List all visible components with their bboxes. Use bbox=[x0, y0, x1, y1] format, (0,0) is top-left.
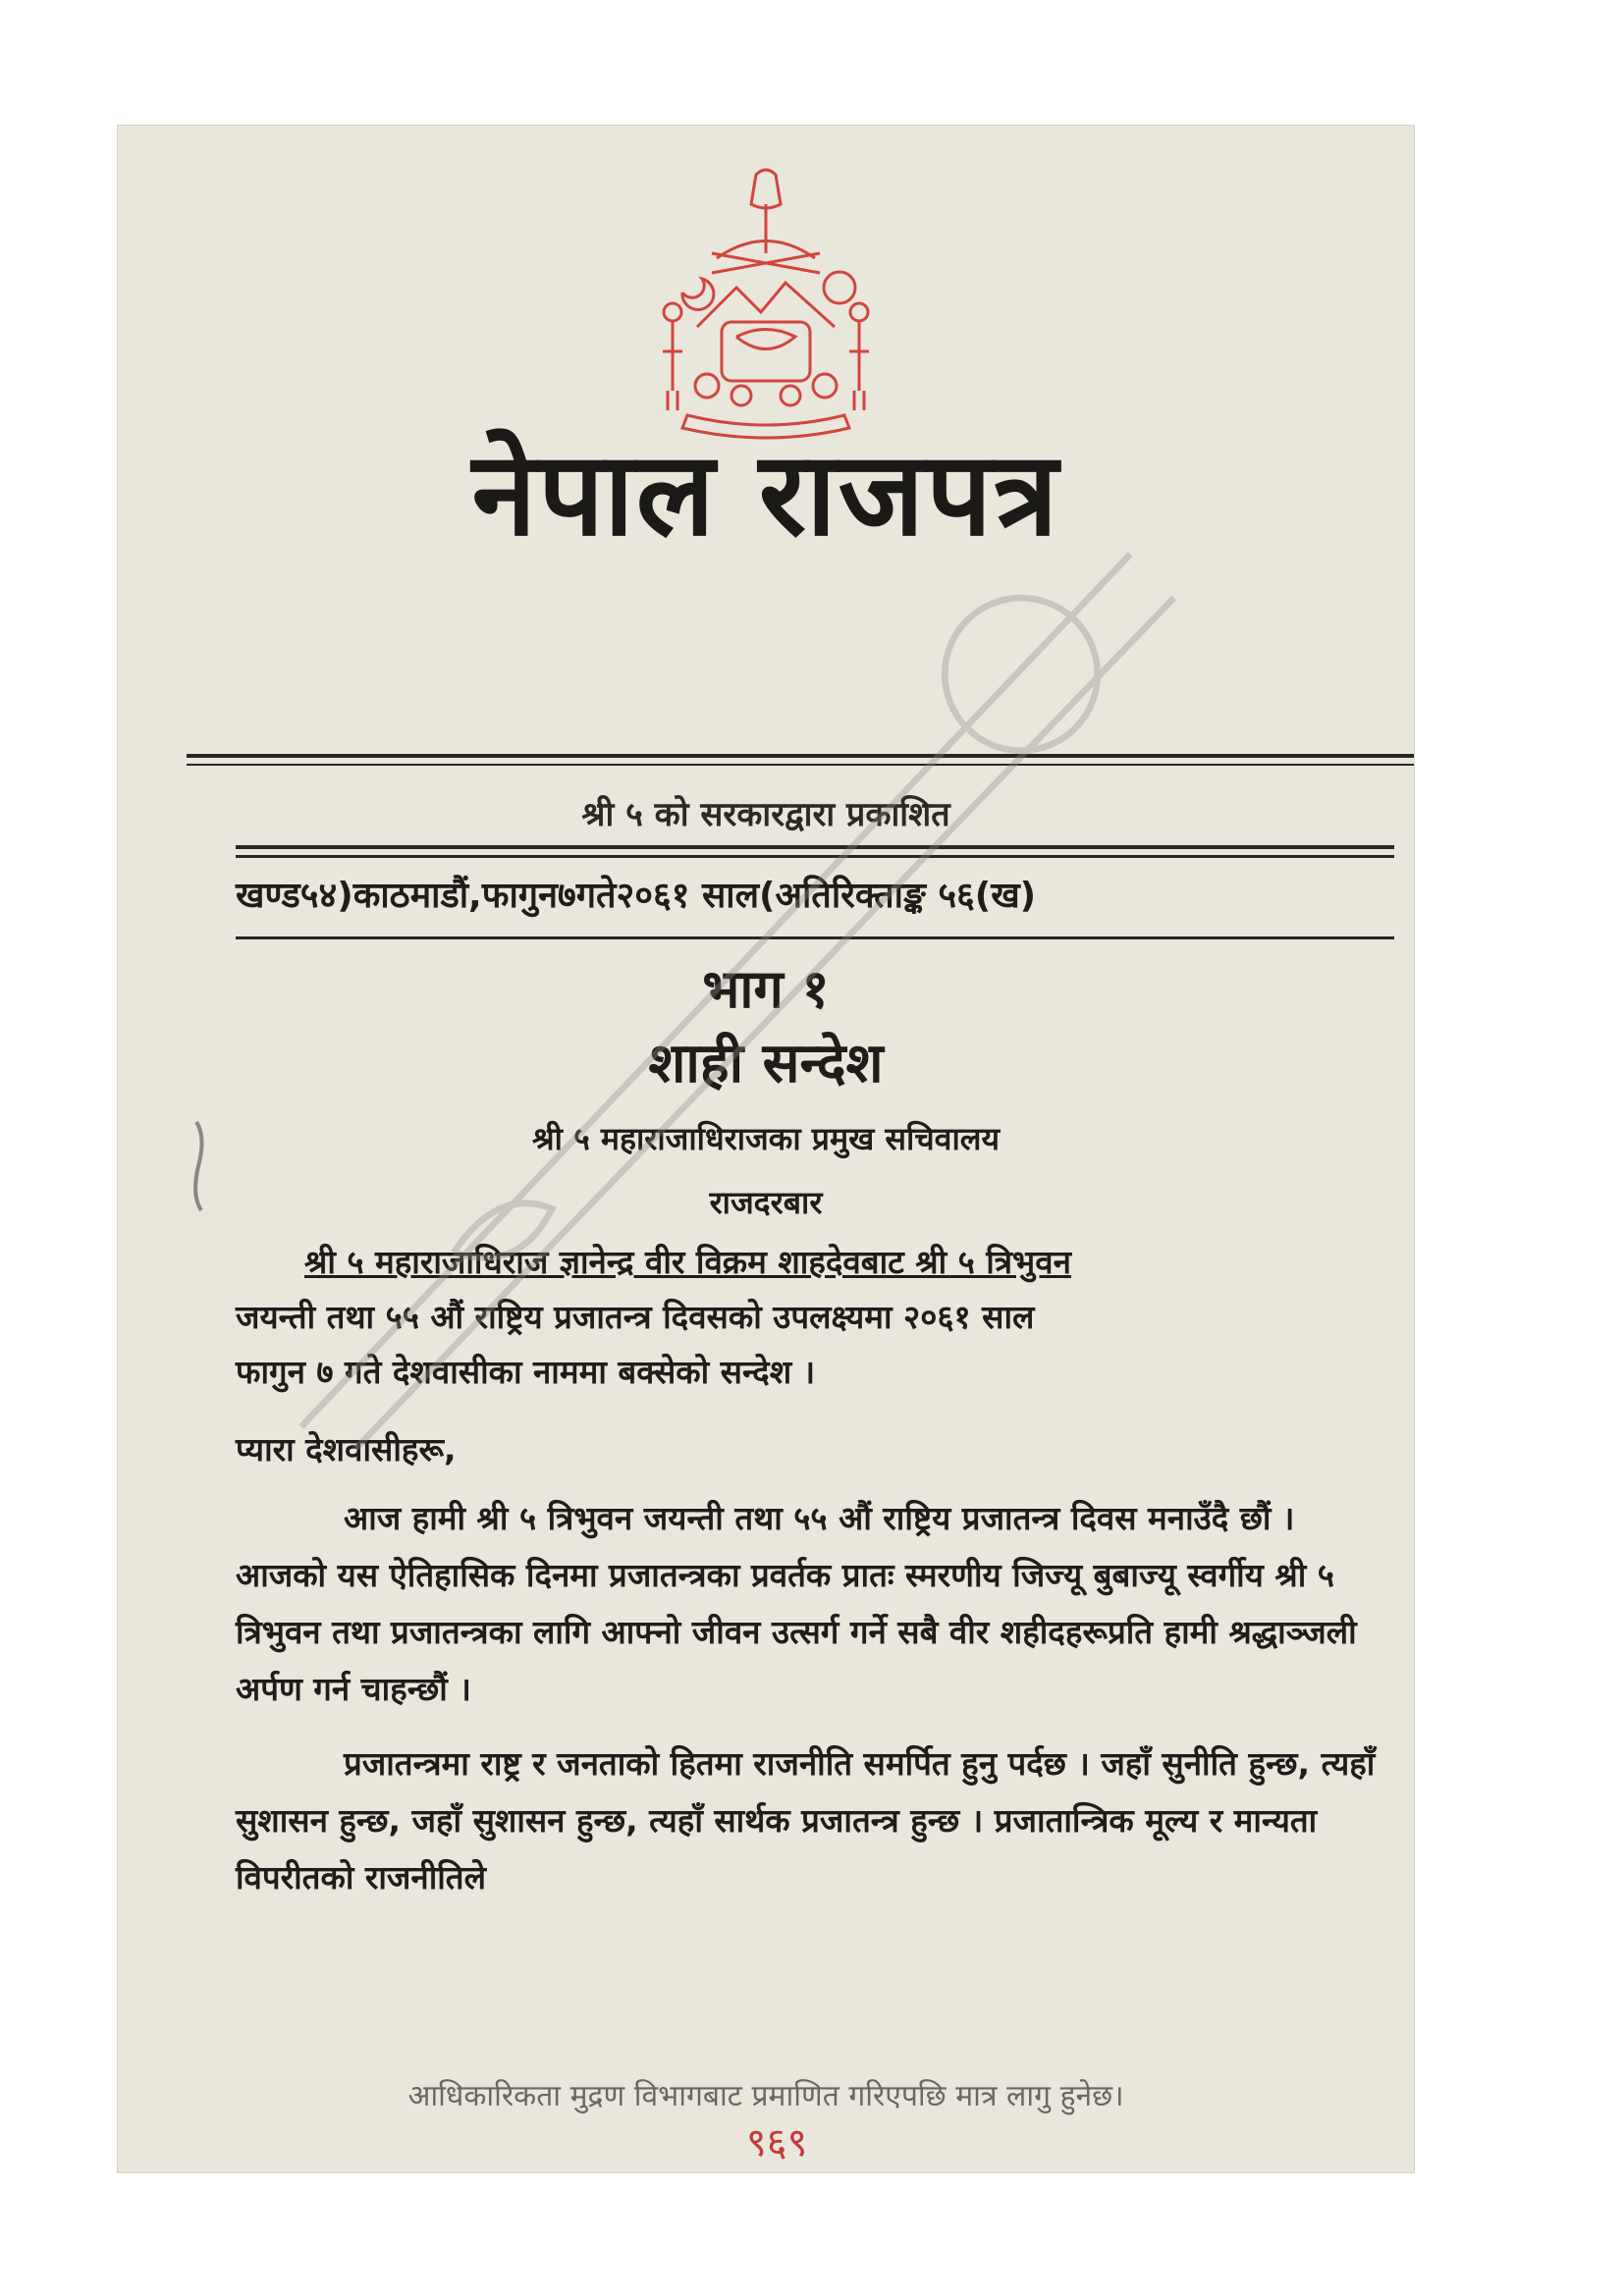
gazette-page bbox=[118, 126, 1414, 2172]
body-paragraph: प्रजातन्त्रमा राष्ट्र र जनताको हितमा राजनीति समर्पित हुनु पर्दछ । जहाँ सुनीति हुन्छ, त्यहाँ सुशासन हुन्छ, जहाँ सुशासन हुन्छ, त्यहाँ सार्थक प्रजातन्त्र हुन्छ । प्रजातान्त्रिक मूल्य र मान्यता विपरीतको राजनीतिले bbox=[236, 1744, 1376, 1896]
masthead-title: नेपाल राजपत्र bbox=[471, 425, 1060, 561]
part-heading: भाग १ bbox=[702, 958, 830, 1020]
issue-line: खण्ड५४)काठमाडौं,फागुन७गते२०६१ साल(अतिरिक्ताङ्क ५६(ख) bbox=[236, 876, 1037, 916]
staple-icon bbox=[177, 1117, 216, 1215]
intro-line: श्री ५ महाराजाधिराज ज्ञानेन्द्र वीर विक्रम शाहदेवबाट श्री ५ त्रिभुवन bbox=[304, 1243, 1071, 1281]
handwritten-page-number: ९६९ bbox=[746, 2120, 808, 2165]
intro-line: जयन्ती तथा ५५ औं राष्ट्रिय प्रजातन्त्र दिवसको उपलक्ष्यमा २०६१ साल bbox=[236, 1298, 1035, 1336]
diagonal-official-stamp-icon bbox=[236, 342, 1218, 1618]
office-heading: श्री ५ महाराजाधिराजका प्रमुख सचिवालय bbox=[531, 1120, 1001, 1157]
palace-heading: राजदरबार bbox=[709, 1184, 823, 1221]
body-paragraph: आज हामी श्री ५ त्रिभुवन जयन्ती तथा ५५ औं राष्ट्रिय प्रजातन्त्र दिवस मनाउँदै छौं । आजको यस ऐतिहासिक दिनमा प्रजातन्त्रका प्रवर्तक प्रातः स्मरणीय जिज्यू बुबाज्यू स्वर्गीय श्री ५ त्रिभुवन तथा प्रजातन्त्रका लागि आफ्नो जीवन उत्सर्ग गर्ने सबै वीर शहीदहरूप्रति हामी श्रद्धाञ्जली अर्पण गर्न चाहन्छौं । bbox=[236, 1499, 1357, 1708]
intro-line: फागुन ७ गते देशवासीका नाममा बक्सेको सन्देश । bbox=[236, 1353, 816, 1391]
section-heading: शाही सन्देश bbox=[648, 1032, 884, 1095]
salutation: प्यारा देशवासीहरू, bbox=[236, 1430, 457, 1468]
publisher-line: श्री ५ को सरकारद्वारा प्रकाशित bbox=[581, 795, 950, 834]
footer-notice: आधिकारिकता मुद्रण विभागबाट प्रमाणित गरिएपछि मात्र लागु हुनेछ। bbox=[407, 2079, 1124, 2113]
